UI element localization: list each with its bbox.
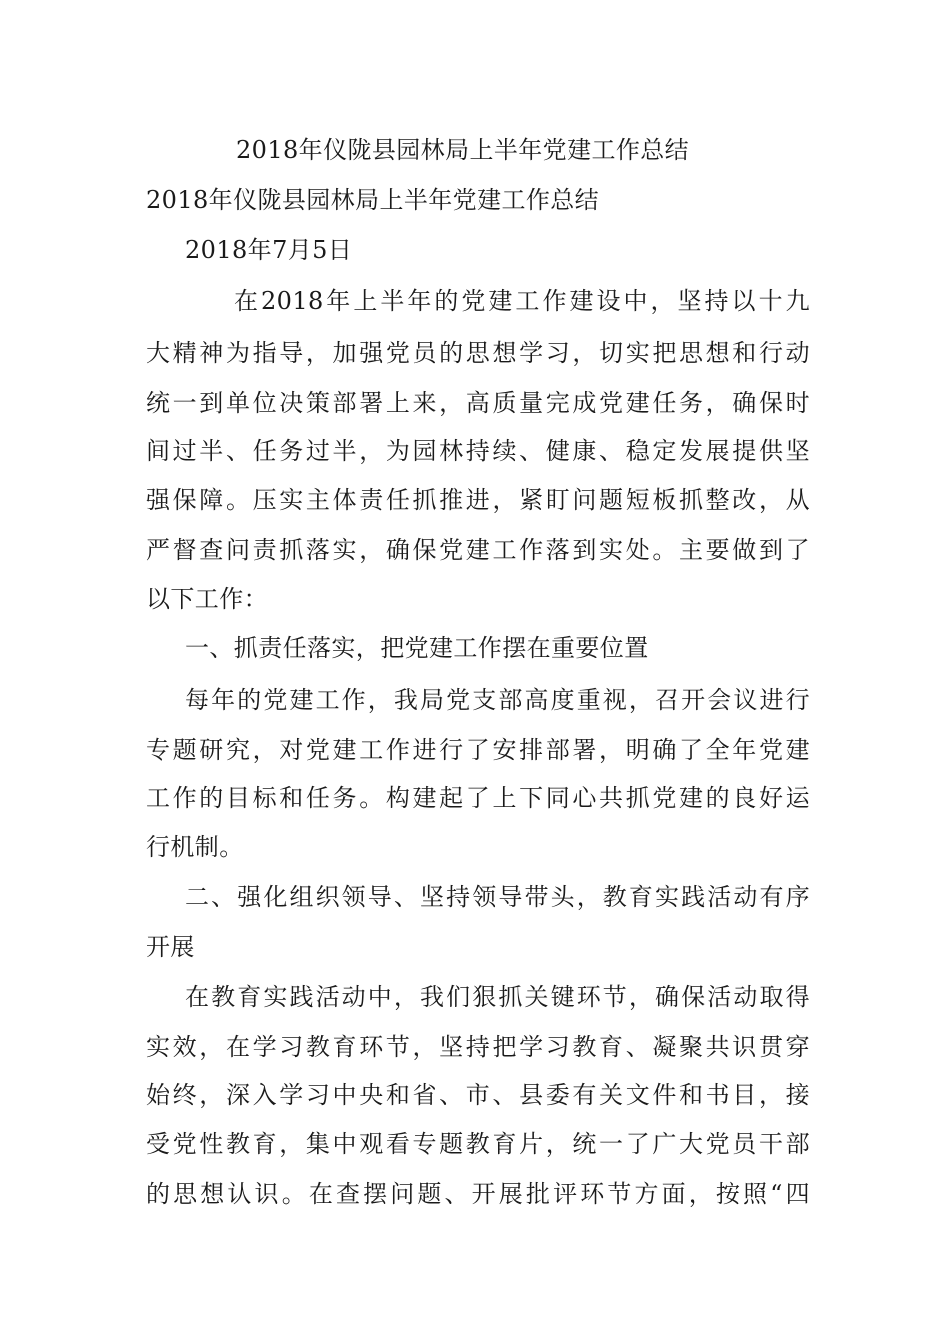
paragraph-line: 始终，深入学习中央和省、市、县委有关文件和书目，接 — [146, 1081, 810, 1109]
paragraph-line: 受党性教育，集中观看专题教育片，统一了广大党员干部 — [146, 1130, 810, 1158]
document-title: 2018年仪陇县园林局上半年党建工作总结 — [236, 136, 690, 164]
paragraph-line: 工作的目标和任务。构建起了上下同心共抓党建的良好运 — [146, 784, 810, 812]
paragraph-line: 实效，在学习教育环节，坚持把学习教育、凝聚共识贯穿 — [146, 1033, 810, 1061]
paragraph-line: 统一到单位决策部署上来，高质量完成党建任务，确保时 — [146, 389, 810, 417]
paragraph-line: 以下工作： — [146, 585, 268, 613]
paragraph-line: 每年的党建工作，我局党支部高度重视，召开会议进行 — [185, 686, 810, 714]
document-date: 2018年7月5日 — [185, 236, 353, 264]
paragraph-line: 在2018年上半年的党建工作建设中，坚持以十九 — [234, 287, 810, 315]
paragraph-line: 在教育实践活动中，我们狠抓关键环节，确保活动取得 — [185, 983, 810, 1011]
section-heading-2: 二、强化组织领导、坚持领导带头，教育实践活动有序 — [185, 883, 810, 911]
document-subtitle: 2018年仪陇县园林局上半年党建工作总结 — [146, 186, 600, 214]
paragraph-line: 间过半、任务过半，为园林持续、健康、稳定发展提供坚 — [146, 437, 810, 465]
paragraph-line: 强保障。压实主体责任抓推进，紧盯问题短板抓整改，从 — [146, 486, 810, 514]
paragraph-line: 大精神为指导，加强党员的思想学习，切实把思想和行动 — [146, 339, 810, 367]
paragraph-line: 的思想认识。在查摆问题、开展批评环节方面，按照“四 — [146, 1180, 810, 1208]
paragraph-line: 行机制。 — [146, 833, 244, 861]
paragraph-line: 严督查问责抓落实，确保党建工作落到实处。主要做到了 — [146, 536, 810, 564]
paragraph-line: 专题研究，对党建工作进行了安排部署，明确了全年党建 — [146, 736, 810, 764]
section-heading-2-cont: 开展 — [146, 933, 195, 961]
section-heading-1: 一、抓责任落实，把党建工作摆在重要位置 — [185, 634, 649, 662]
